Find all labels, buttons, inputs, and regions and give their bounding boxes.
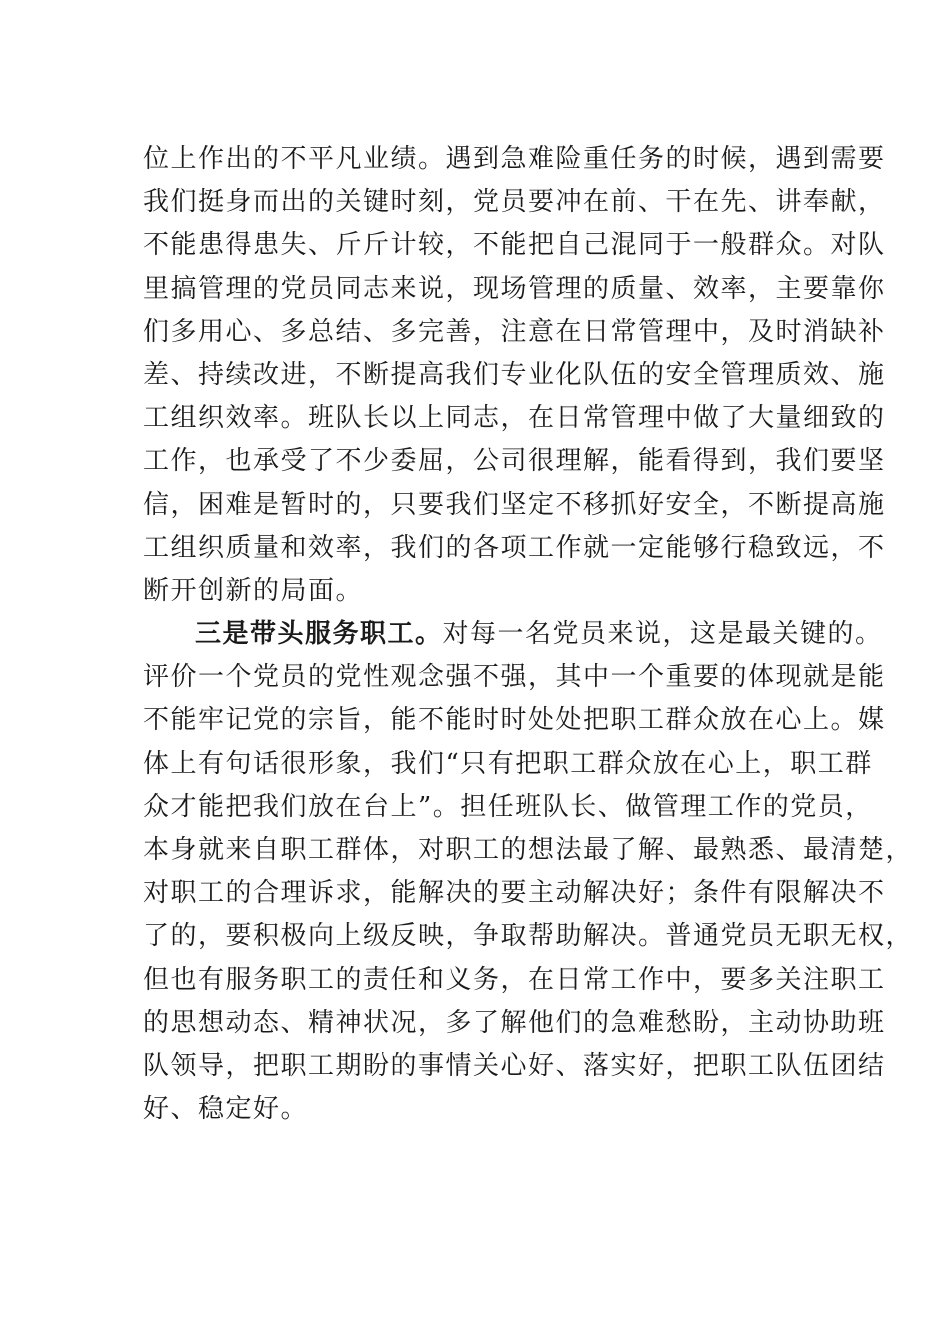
paragraph-line: 们多用心、多总结、多完善，注意在日常管理中，及时消缺补 <box>143 316 886 347</box>
paragraph-line: 的思想动态、精神状况，多了解他们的急难愁盼，主动协助班 <box>143 1007 886 1038</box>
paragraph-line: 体上有句话很形象，我们“只有把职工群众放在心上，职工群 <box>143 748 873 779</box>
paragraph-line: 断开创新的局面。 <box>143 575 364 606</box>
paragraph-line: 本身就来自职工群体，对职工的想法最了解、最熟悉、最清楚， <box>143 835 914 865</box>
paragraph-line: 不能患得患失、斤斤计较，不能把自己混同于一般群众。对队 <box>143 230 886 261</box>
paragraph-line: 评价一个党员的党性观念强不强，其中一个重要的体现就是能 <box>143 662 886 693</box>
paragraph-line: 里搞管理的党员同志来说，现场管理的质量、效率，主要靠你 <box>143 273 886 304</box>
paragraph-line: 好、稳定好。 <box>143 1094 309 1125</box>
paragraph-line: 队领导，把职工期盼的事情关心好、落实好，把职工队伍团结 <box>143 1050 886 1081</box>
paragraph-line: 但也有服务职工的责任和义务，在日常工作中，要多关注职工 <box>143 964 886 995</box>
paragraph-line: 位上作出的不平凡业绩。遇到急难险重任务的时候，遇到需要 <box>143 144 886 174</box>
paragraph-line: 工组织效率。班队长以上同志，在日常管理中做了大量细致的 <box>143 403 886 434</box>
paragraph-line: 工作，也承受了不少委屈，公司很理解，能看得到，我们要坚 <box>143 446 886 477</box>
paragraph-heading: 三是带头服务职工。 <box>195 619 443 650</box>
document-body <box>143 138 914 1131</box>
paragraph-line: 了的，要积极向上级反映，争取帮助解决。普通党员无职无权， <box>143 921 914 952</box>
paragraph-line: 我们挺身而出的关键时刻，党员要冲在前、干在先、讲奉献， <box>143 187 886 218</box>
paragraph-line: 众才能把我们放在台上”。担任班队长、做管理工作的党员， <box>143 791 873 822</box>
paragraph-line: 工组织质量和效率，我们的各项工作就一定能够行稳致远，不 <box>143 532 886 563</box>
paragraph-line: 信，困难是暂时的，只要我们坚定不移抓好安全，不断提高施 <box>143 489 886 520</box>
paragraph-first-line-text: 对每一名党员来说，这是最关键的。 <box>442 619 883 650</box>
paragraph-1 <box>143 138 886 613</box>
paragraph-line: 差、持续改进，不断提高我们专业化队伍的安全管理质效、施 <box>143 359 886 390</box>
paragraph-line: 不能牢记党的宗旨，能不能时时处处把职工群众放在心上。媒 <box>143 705 886 736</box>
paragraph-line: 对职工的合理诉求，能解决的要主动解决好；条件有限解决不 <box>143 878 886 909</box>
paragraph-2 <box>143 613 914 1131</box>
paragraph-first-line <box>143 613 883 656</box>
